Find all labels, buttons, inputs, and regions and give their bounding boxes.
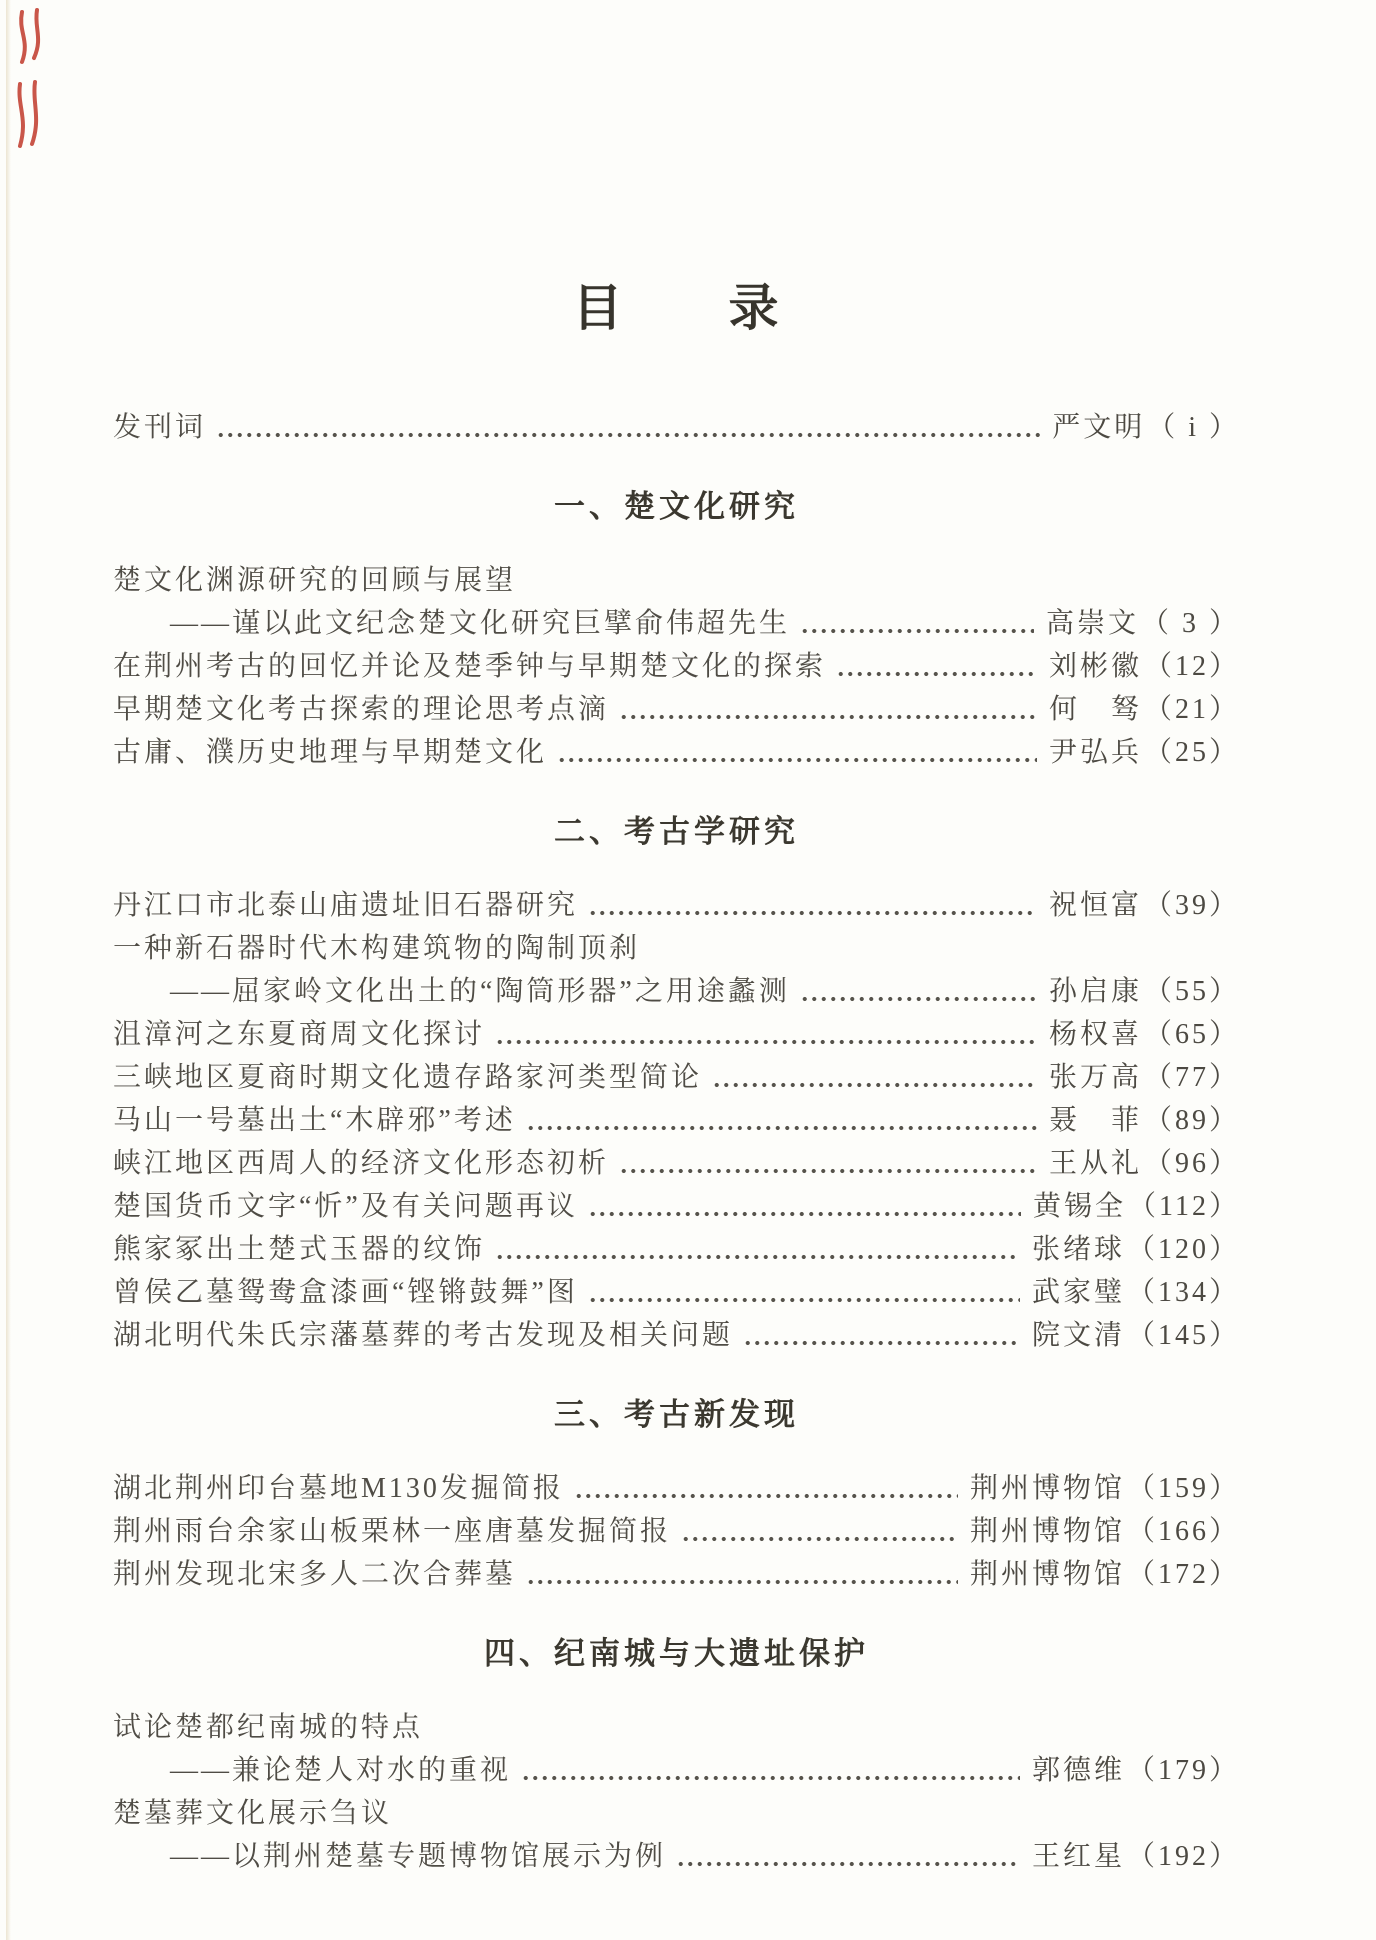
toc-entry xyxy=(113,1013,1240,1056)
entry-author: 张万高 xyxy=(1048,1062,1142,1093)
entry-title: 三峡地区夏商时期文化遗存路家河类型简论 xyxy=(113,1062,703,1093)
toc-entry xyxy=(113,1142,1240,1185)
toc-entry xyxy=(113,1706,1240,1792)
entry-page: （12） xyxy=(1143,651,1240,682)
entry-page: （192） xyxy=(1126,1841,1240,1872)
toc-entry xyxy=(113,884,1240,927)
entry-author: 何 驽 xyxy=(1048,694,1142,725)
entry-title: 丹江口市北泰山庙遗址旧石器研究 xyxy=(113,890,579,921)
entry-author: 黄锡全 xyxy=(1033,1191,1127,1222)
page-title: 目 录 xyxy=(572,280,781,336)
entry-title: 试论楚都纪南城的特点 xyxy=(113,1712,424,1743)
entry-title: 湖北荆州印台墓地M130发掘简报 xyxy=(113,1473,564,1504)
entry-author: 院文清 xyxy=(1031,1320,1125,1351)
toc-list xyxy=(113,406,1240,1878)
dotted-leader xyxy=(588,910,1037,916)
entry-page: （145） xyxy=(1126,1320,1240,1351)
dotted-leader xyxy=(216,432,1040,438)
dotted-leader xyxy=(800,996,1037,1002)
red-pen-marks-icon xyxy=(8,6,52,156)
toc-entry xyxy=(113,1792,1240,1878)
entry-page: （55） xyxy=(1143,976,1240,1007)
entry-subtitle: ——以荆州楚墓专题博物馆展示为例 xyxy=(170,1841,667,1872)
entry-page: （166） xyxy=(1126,1516,1240,1547)
dotted-leader xyxy=(495,1039,1037,1045)
toc-entry xyxy=(113,1467,1240,1510)
entry-author: 郭德维 xyxy=(1031,1755,1125,1786)
entry-subtitle: ——谨以此文纪念楚文化研究巨擘俞伟超先生 xyxy=(170,608,791,639)
entry-title: 马山一号墓出土“木辟邪”考述 xyxy=(113,1105,516,1136)
section-heading: 二、考古学研究 xyxy=(554,814,799,850)
section-heading: 一、楚文化研究 xyxy=(554,489,799,525)
entry-title: 荆州发现北宋多人二次合葬墓 xyxy=(113,1559,517,1590)
dotted-leader xyxy=(800,628,1034,634)
entry-author: 杨权喜 xyxy=(1048,1019,1142,1050)
entry-title: 荆州雨台余家山板栗林一座唐墓发掘简报 xyxy=(113,1516,672,1547)
entry-title: 峡江地区西周人的经济文化形态初析 xyxy=(113,1148,610,1179)
entry-title: 在荆州考古的回忆并论及楚季钟与早期楚文化的探索 xyxy=(113,651,827,682)
dotted-leader xyxy=(676,1861,1020,1867)
entry-page: （172） xyxy=(1126,1559,1240,1590)
toc-entry xyxy=(113,1510,1240,1553)
entry-subtitle: ——屈家岭文化出土的“陶筒形器”之用途蠡测 xyxy=(170,976,790,1007)
entry-page: （21） xyxy=(1143,694,1240,725)
entry-author: 尹弘兵 xyxy=(1048,737,1142,768)
entry-page: （ i ） xyxy=(1147,412,1240,443)
entry-author: 孙启康 xyxy=(1048,976,1142,1007)
toc-entry xyxy=(113,1314,1240,1357)
dotted-leader xyxy=(557,757,1037,763)
entry-author: 刘彬徽 xyxy=(1048,651,1142,682)
entry-author: 聂 菲 xyxy=(1048,1105,1142,1136)
dotted-leader xyxy=(526,1125,1037,1131)
entry-title: 楚墓葬文化展示刍议 xyxy=(113,1798,393,1829)
entry-author: 祝恒富 xyxy=(1048,890,1142,921)
entry-page: （ 3 ） xyxy=(1140,608,1240,639)
entry-title: 楚国货币文字“忻”及有关问题再议 xyxy=(113,1191,578,1222)
entry-page: （39） xyxy=(1143,890,1240,921)
dotted-leader xyxy=(588,1297,1020,1303)
dotted-leader xyxy=(574,1493,958,1499)
section-heading: 三、考古新发现 xyxy=(554,1397,799,1433)
dotted-leader xyxy=(836,671,1037,677)
entry-title: 熊家冢出土楚式玉器的纹饰 xyxy=(113,1234,486,1265)
entry-author: 荆州博物馆 xyxy=(969,1559,1125,1590)
dotted-leader xyxy=(712,1082,1037,1088)
entry-author: 高崇文 xyxy=(1045,608,1139,639)
entry-page: （77） xyxy=(1143,1062,1240,1093)
entry-author: 王从礼 xyxy=(1048,1148,1142,1179)
dotted-leader xyxy=(588,1211,1021,1217)
entry-page: （179） xyxy=(1126,1755,1240,1786)
entry-title: 沮漳河之东夏商周文化探讨 xyxy=(113,1019,486,1050)
entry-author: 荆州博物馆 xyxy=(969,1516,1125,1547)
toc-entry xyxy=(113,731,1240,774)
entry-author: 王红星 xyxy=(1031,1841,1125,1872)
entry-author: 武家璧 xyxy=(1031,1277,1125,1308)
entry-subtitle: ——兼论楚人对水的重视 xyxy=(170,1755,512,1786)
section-heading: 四、纪南城与大遗址保护 xyxy=(484,1636,869,1672)
dotted-leader xyxy=(526,1579,958,1585)
dotted-leader xyxy=(619,1168,1037,1174)
entry-title: 湖北明代朱氏宗藩墓葬的考古发现及相关问题 xyxy=(113,1320,734,1351)
entry-page: （120） xyxy=(1126,1234,1240,1265)
toc-entry xyxy=(113,1099,1240,1142)
entry-title: 古庸、濮历史地理与早期楚文化 xyxy=(113,737,548,768)
toc-entry xyxy=(113,1271,1240,1314)
entry-title: 发刊词 xyxy=(113,412,207,443)
toc-entry xyxy=(113,1056,1240,1099)
toc-entry xyxy=(113,927,1240,1013)
toc-entry xyxy=(113,559,1240,645)
entry-page: （134） xyxy=(1126,1277,1240,1308)
dotted-leader xyxy=(743,1340,1020,1346)
toc-entry xyxy=(113,1185,1240,1228)
entry-page: （25） xyxy=(1143,737,1240,768)
entry-author: 荆州博物馆 xyxy=(969,1473,1125,1504)
dotted-leader xyxy=(495,1254,1020,1260)
entry-author: 严文明 xyxy=(1052,412,1146,443)
entry-title: 楚文化渊源研究的回顾与展望 xyxy=(113,565,517,596)
entry-page: （112） xyxy=(1128,1191,1240,1222)
entry-title: 一种新石器时代木构建筑物的陶制顶刹 xyxy=(113,933,641,964)
toc-entry xyxy=(113,1228,1240,1271)
toc-entry xyxy=(113,1553,1240,1596)
entry-page: （159） xyxy=(1126,1473,1240,1504)
entry-page: （65） xyxy=(1143,1019,1240,1050)
entry-page: （96） xyxy=(1143,1148,1240,1179)
toc-entry xyxy=(113,645,1240,688)
dotted-leader xyxy=(619,714,1037,720)
toc-entry xyxy=(113,688,1240,731)
entry-title: 曾侯乙墓鸳鸯盒漆画“铿锵鼓舞”图 xyxy=(113,1277,578,1308)
entry-page: （89） xyxy=(1143,1105,1240,1136)
entry-author: 张绪球 xyxy=(1031,1234,1125,1265)
dotted-leader xyxy=(521,1775,1020,1781)
entry-title: 早期楚文化考古探索的理论思考点滴 xyxy=(113,694,610,725)
dotted-leader xyxy=(681,1536,958,1542)
toc-entry xyxy=(113,406,1240,449)
